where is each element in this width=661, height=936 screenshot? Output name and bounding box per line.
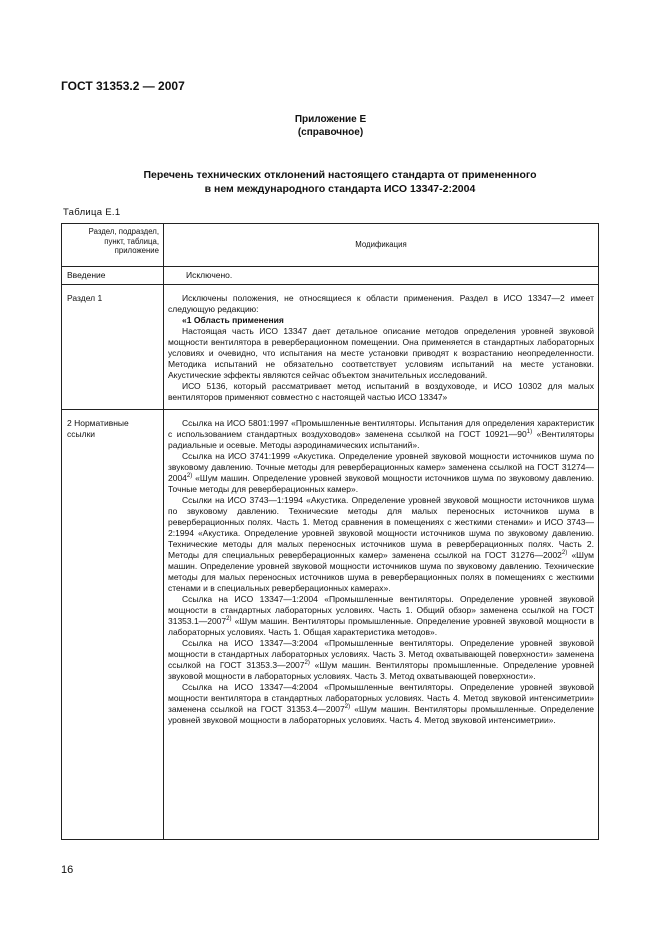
- annex-title: Приложение Е: [294, 114, 367, 125]
- title-line-1: Перечень технических отклонений настоящего стандарта от примененного: [143, 169, 537, 181]
- paragraph-text: Ссылка на ИСО 5801:1997 «Промышленные вентиляторы. Испытания для определения характеристик с использованием стандартных воздуховодов» заменена ссылкой на ГОСТ 10921—90: [168, 418, 594, 439]
- row-modification: [164, 410, 599, 840]
- modification-paragraph: Исключены положения, не относящиеся к области применения. Раздел в ИСО 13347—2 имеет следующую редакцию:: [168, 293, 594, 314]
- paragraph-text: «Шум машин. Вентиляторы промышленные. Определение уровней звуковой мощности в лабораторных условиях. Часть 4. Метод звуковой интенсиметрии».: [168, 704, 594, 725]
- paragraph-text: «Шум машин. Вентиляторы промышленные. Определение уровней звуковой мощности в лабораторных условиях. Часть 3. Метод охватывающей поверхности».: [168, 660, 594, 681]
- modification-paragraph: [168, 682, 594, 726]
- paragraph-text: Ссылка на ИСО 3741:1999 «Акустика. Определение уровней звуковой мощности источников шума по звуковому давлению. Точные методы для реверберационных камер» заменена ссылкой на ГОСТ 31274—2004: [168, 451, 594, 483]
- paragraph-text: «Шум машин. Вентиляторы промышленные. Определение уровней звуковой мощности в лабораторных условиях. Часть 1. Общая характеристика методов».: [168, 616, 594, 637]
- paragraph-text: Ссылка на ИСО 13347—3:2004 «Промышленные вентиляторы. Определение уровней звуковой мощности в стандартных лабораторных условиях. Часть 3. Метод охватывающей поверхности» заменена ссылкой на ГОСТ 31353.3—2007: [168, 638, 594, 670]
- paragraph-text: Ссылка на ИСО 13347—1:2004 «Промышленные вентиляторы. Определение уровней звуковой мощности в стандартных лабораторных условиях. Часть 1. Общий обзор» заменена ссылкой на ГОСТ 31353.1—2007: [168, 594, 594, 626]
- header-section-column: [62, 224, 164, 267]
- modification-paragraph: [168, 495, 594, 594]
- footnote-marker: 2): [226, 616, 232, 623]
- modification-paragraph: [168, 451, 594, 495]
- modification-paragraph: [168, 638, 594, 682]
- annex-kind: (справочное): [297, 127, 364, 138]
- footnote-marker: 2): [186, 473, 193, 480]
- paragraph-text: «Шум машин. Определение уровней звуковой мощности источников шума по звуковому давлению. Точные методы для реверберационных камер».: [168, 473, 594, 494]
- header-col1-line: Раздел, подраздел,: [88, 227, 159, 236]
- row-section: Введение: [62, 267, 164, 285]
- table-row: [62, 410, 599, 840]
- table-row: [62, 267, 599, 285]
- header-col1-line: приложение: [114, 246, 159, 256]
- modification-paragraph: Настоящая часть ИСО 13347 дает детальное описание методов определения уровней звуковой мощности вентилятора в реверберационном помещении. Она применяется в стандартных лабораторных условиях и очевидно, что испытания на месте установки приводят к возрастанию неопределенности. Методика испытаний не обязательно соответствует условиям испытаний на месте установки. Акустические эффекты являются сейчас объектом значительных исследований.: [168, 326, 594, 380]
- title-line-2: в нем международного стандарта ИСО 13347-2:2004: [204, 183, 476, 195]
- paragraph-text: Ссылки на ИСО 3743—1:1994 «Акустика. Определение уровней звуковой мощности источников шума по звуковому давлению. Технические методы для малых переносных источников шума в реверберационных полях. Часть 1. Метод сравнения в помещениях с жесткими стенами» и ИСО 3743—2:1994 «Акустика. Определение уровней звуковой мощности источников шума по звуковому давлению. Технические методы для малых переносных источников шума в реверберационных полях. Часть 2. Методы для специальных реверберационных камер» заменена ссылкой на ГОСТ 31276—2002: [168, 495, 594, 560]
- row-modification: [164, 285, 599, 410]
- table-caption: Таблица Е.1: [63, 207, 121, 218]
- modification-paragraph: [168, 418, 594, 451]
- paragraph-text: «Вентиляторы радиальные и осевые. Методы аэродинамических испытаний».: [168, 429, 594, 450]
- annex-heading: [0, 113, 661, 139]
- footnote-marker: 2): [304, 660, 310, 667]
- modification-paragraph: [168, 594, 594, 638]
- page-number: 16: [61, 864, 74, 876]
- paragraph-text: Ссылка на ИСО 13347—4:2004 «Промышленные вентиляторы. Определение уровней звуковой мощности вентилятора в стандартных лабораторных условиях. Часть 4. Метод звуковой интенсиметрии» заменена ссылкой на ГОСТ 31353.4—2007: [168, 682, 594, 714]
- header-modification-column: Модификация: [164, 224, 599, 267]
- paragraph-text: «Шум машин. Определение уровней звуковой мощности источников шума по звуковому давлению. Технические методы для малых переносных источников шума в реверберационных полях в помещениях с жесткими стенами и в специальных реверберационных камерах».: [168, 550, 594, 593]
- document-code: ГОСТ 31353.2 — 2007: [61, 79, 185, 93]
- row-section: Раздел 1: [62, 285, 164, 410]
- document-title: [80, 168, 600, 196]
- footnote-marker: 2): [561, 550, 568, 557]
- modification-text: Исключено.: [186, 270, 233, 280]
- deviations-table: [61, 223, 599, 840]
- header-col1-line: пункт, таблица,: [104, 236, 159, 246]
- row-modification: [164, 267, 599, 285]
- row-section: 2 Нормативные ссылки: [62, 410, 164, 840]
- table-header-row: [62, 224, 599, 267]
- footnote-marker: 2): [344, 704, 351, 711]
- modification-paragraph: ИСО 5136, который рассматривает метод испытаний в воздуховоде, и ИСО 10302 для малых вентиляторов применяют совместно с настоящей частью ИСО 13347»: [168, 381, 594, 402]
- table-row: [62, 285, 599, 410]
- footnote-marker: 1): [526, 429, 533, 436]
- quoted-subheading: «1 Область применения: [182, 315, 284, 325]
